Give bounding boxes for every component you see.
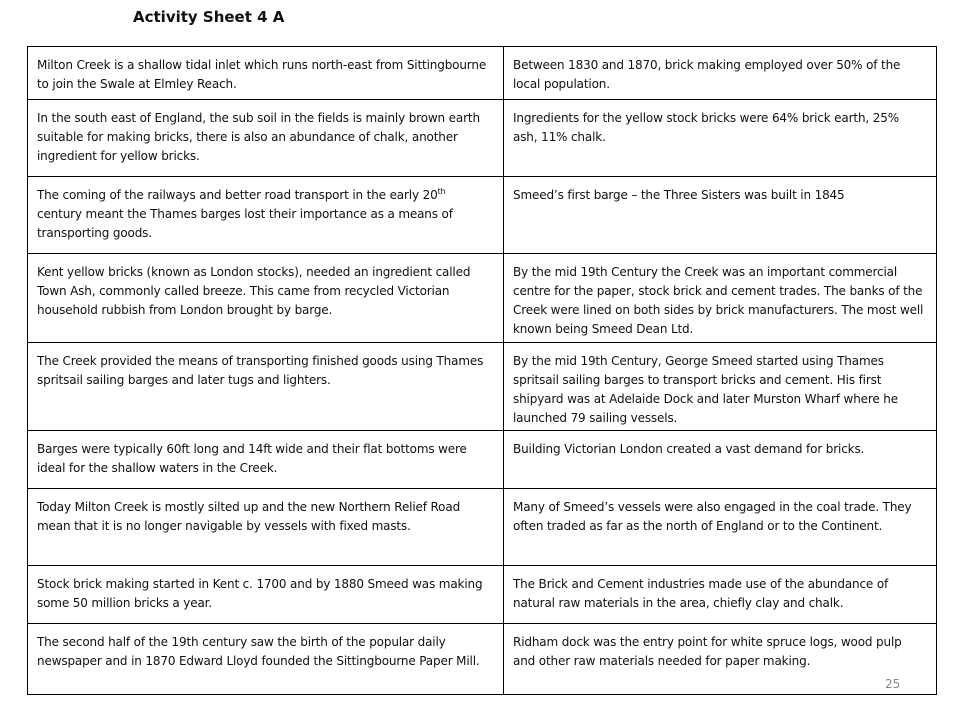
table-row — [28, 489, 937, 566]
fact-cell-left: The second half of the 19th century saw the birth of the popular daily newspaper and in 1870 Edward Lloyd founded the Sittingbourne Paper Mill. — [28, 624, 504, 695]
fact-cell-left: Barges were typically 60ft long and 14ft wide and their flat bottoms were ideal for the shallow waters in the Creek. — [28, 431, 504, 489]
table-row — [28, 343, 937, 431]
fact-cell-left: In the south east of England, the sub soil in the fields is mainly brown earth suitable for making bricks, there is also an abundance of chalk, another ingredient for yellow bricks. — [28, 100, 504, 177]
fact-cell-right: Building Victorian London created a vast demand for bricks. — [504, 431, 937, 489]
fact-cell-right: Many of Smeed’s vessels were also engaged in the coal trade. They often traded as far as the north of England or to the Continent. — [504, 489, 937, 566]
fact-cell-left: The Creek provided the means of transporting finished goods using Thames spritsail sailing barges and later tugs and lighters. — [28, 343, 504, 431]
fact-cell-right: Ridham dock was the entry point for white spruce logs, wood pulp and other raw materials needed for paper making. — [504, 624, 937, 695]
page-number: 25 — [885, 677, 901, 691]
fact-cell-right: By the mid 19th Century the Creek was an important commercial centre for the paper, stock brick and cement trades. The banks of the Creek were lined on both sides by brick manufacturers. The most well known being Smeed Dean Ltd. — [504, 254, 937, 343]
fact-cell-left: Today Milton Creek is mostly silted up and the new Northern Relief Road mean that it is no longer navigable by vessels with fixed masts. — [28, 489, 504, 566]
page-title: Activity Sheet 4 A — [133, 8, 285, 26]
fact-cell-left: Kent yellow bricks (known as London stocks), needed an ingredient called Town Ash, commonly called breeze. This came from recycled Victorian household rubbish from London brought by barge. — [28, 254, 504, 343]
fact-cell-right: Between 1830 and 1870, brick making employed over 50% of the local population. — [504, 47, 937, 100]
fact-cell-left: The coming of the railways and better road transport in the early 20th century meant the Thames barges lost their importance as a means of transporting goods. — [28, 177, 504, 254]
table-row — [28, 100, 937, 177]
fact-cell-right: By the mid 19th Century, George Smeed started using Thames spritsail sailing barges to transport bricks and cement. His first shipyard was at Adelaide Dock and later Murston Wharf where he launched 79 sailing vessels. — [504, 343, 937, 431]
fact-cell-right: Ingredients for the yellow stock bricks were 64% brick earth, 25% ash, 11% chalk. — [504, 100, 937, 177]
fact-cell-right: The Brick and Cement industries made use of the abundance of natural raw materials in the area, chiefly clay and chalk. — [504, 566, 937, 624]
table-row — [28, 254, 937, 343]
fact-cell-right: Smeed’s first barge – the Three Sisters was built in 1845 — [504, 177, 937, 254]
table-row — [28, 624, 937, 695]
activity-table — [27, 46, 937, 695]
fact-cell-left: Stock brick making started in Kent c. 1700 and by 1880 Smeed was making some 50 million bricks a year. — [28, 566, 504, 624]
table-row — [28, 47, 937, 100]
table-row — [28, 431, 937, 489]
table-row — [28, 566, 937, 624]
table-row — [28, 177, 937, 254]
fact-cell-left: Milton Creek is a shallow tidal inlet which runs north-east from Sittingbourne to join the Swale at Elmley Reach. — [28, 47, 504, 100]
